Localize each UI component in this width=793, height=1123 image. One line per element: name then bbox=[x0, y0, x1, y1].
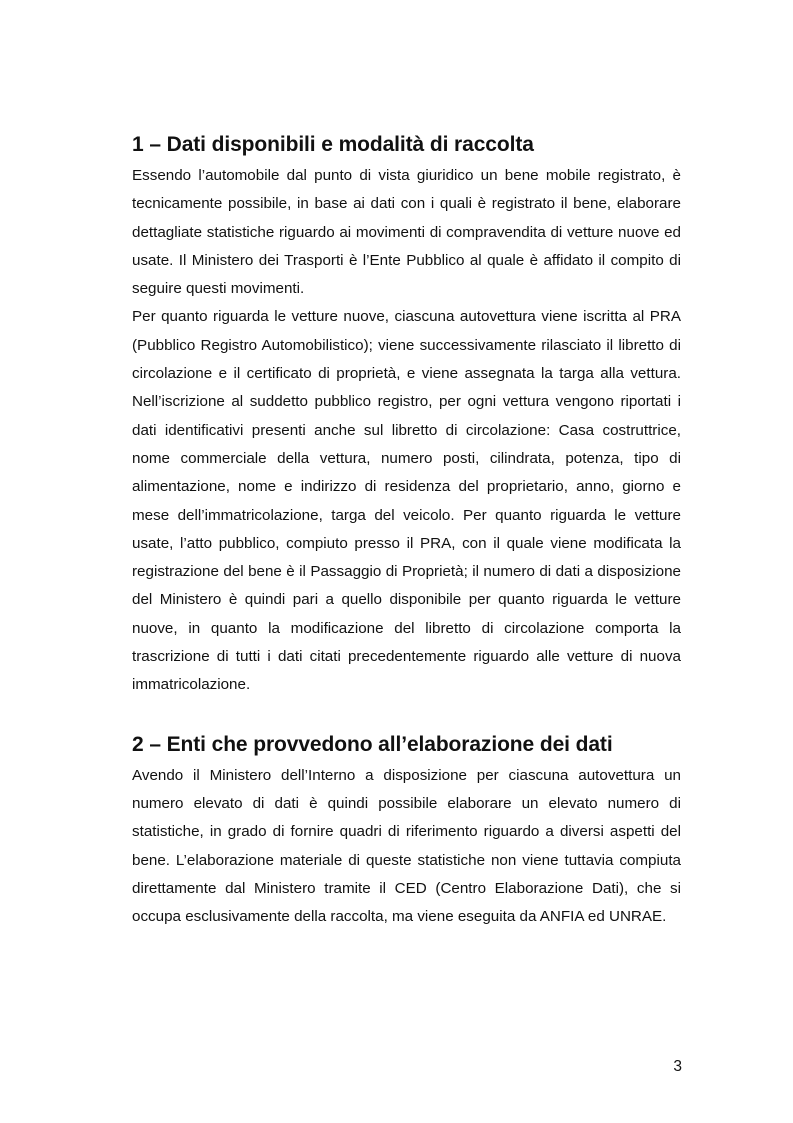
section-enti-elaborazione bbox=[132, 728, 681, 932]
section-heading: 2 – Enti che provvedono all’elaborazione dei dati bbox=[132, 732, 613, 756]
page-number: 3 bbox=[673, 1058, 682, 1075]
body-paragraph: Avendo il Ministero dell’Interno a disposizione per ciascuna autovettura un numero elevato di dati è quindi possibile elaborare un elevato numero di statistiche, in grado di fornire quadri di riferimento riguardo a diversi aspetti del bene. L’elaborazione materiale di queste statistiche non viene tuttavia compiuta direttamente dal Ministero tramite il CED (Centro Elaborazione Dati), che si occupa esclusivamente della raccolta, ma viene eseguita da ANFIA ed UNRAE. bbox=[132, 766, 681, 926]
page-content bbox=[132, 128, 681, 931]
section-heading: 1 – Dati disponibili e modalità di raccolta bbox=[132, 133, 534, 156]
section-dati-disponibili bbox=[132, 128, 681, 700]
body-paragraph: Per quanto riguarda le vetture nuove, ciascuna autovettura viene iscritta al PRA (Pubblico Registro Automobilistico); viene successivamente rilasciato il libretto di circolazione e il certificato di proprietà, e viene assegnata la targa alla vettura. Nell’iscrizione al suddetto pubblico registro, per ogni vettura vengono riportati i dati identificativi presenti anche sul libretto di circolazione: Casa costruttrice, nome commerciale della vettura, numero posti, cilindrata, potenza, tipo di alimentazione, nome e indirizzo di residenza del proprietario, anno, giorno e mese dell’immatricolazione, targa del veicolo. Per quanto riguarda le vetture usate, l’atto pubblico, compiuto presso il PRA, con il quale viene modificata la registrazione del bene è il Passaggio di Proprietà; il numero di dati a disposizione del Ministero è quindi pari a quello disponibile per quanto riguarda le vetture nuove, in quanto la modificazione del libretto di circolazione comporta la trascrizione di tutti i dati citati precedentemente riguardo alle vetture di nuova immatricolazione. bbox=[132, 308, 681, 694]
body-paragraph: Essendo l’automobile dal punto di vista giuridico un bene mobile registrato, è tecnicamente possibile, in base ai dati con i quali è registrato il bene, elaborare dettagliate statistiche riguardo ai movimenti di compravendita di vetture nuove ed usate. Il Ministero dei Trasporti è l’Ente Pubblico al quale è affidato il compito di seguire questi movimenti. bbox=[132, 167, 681, 298]
